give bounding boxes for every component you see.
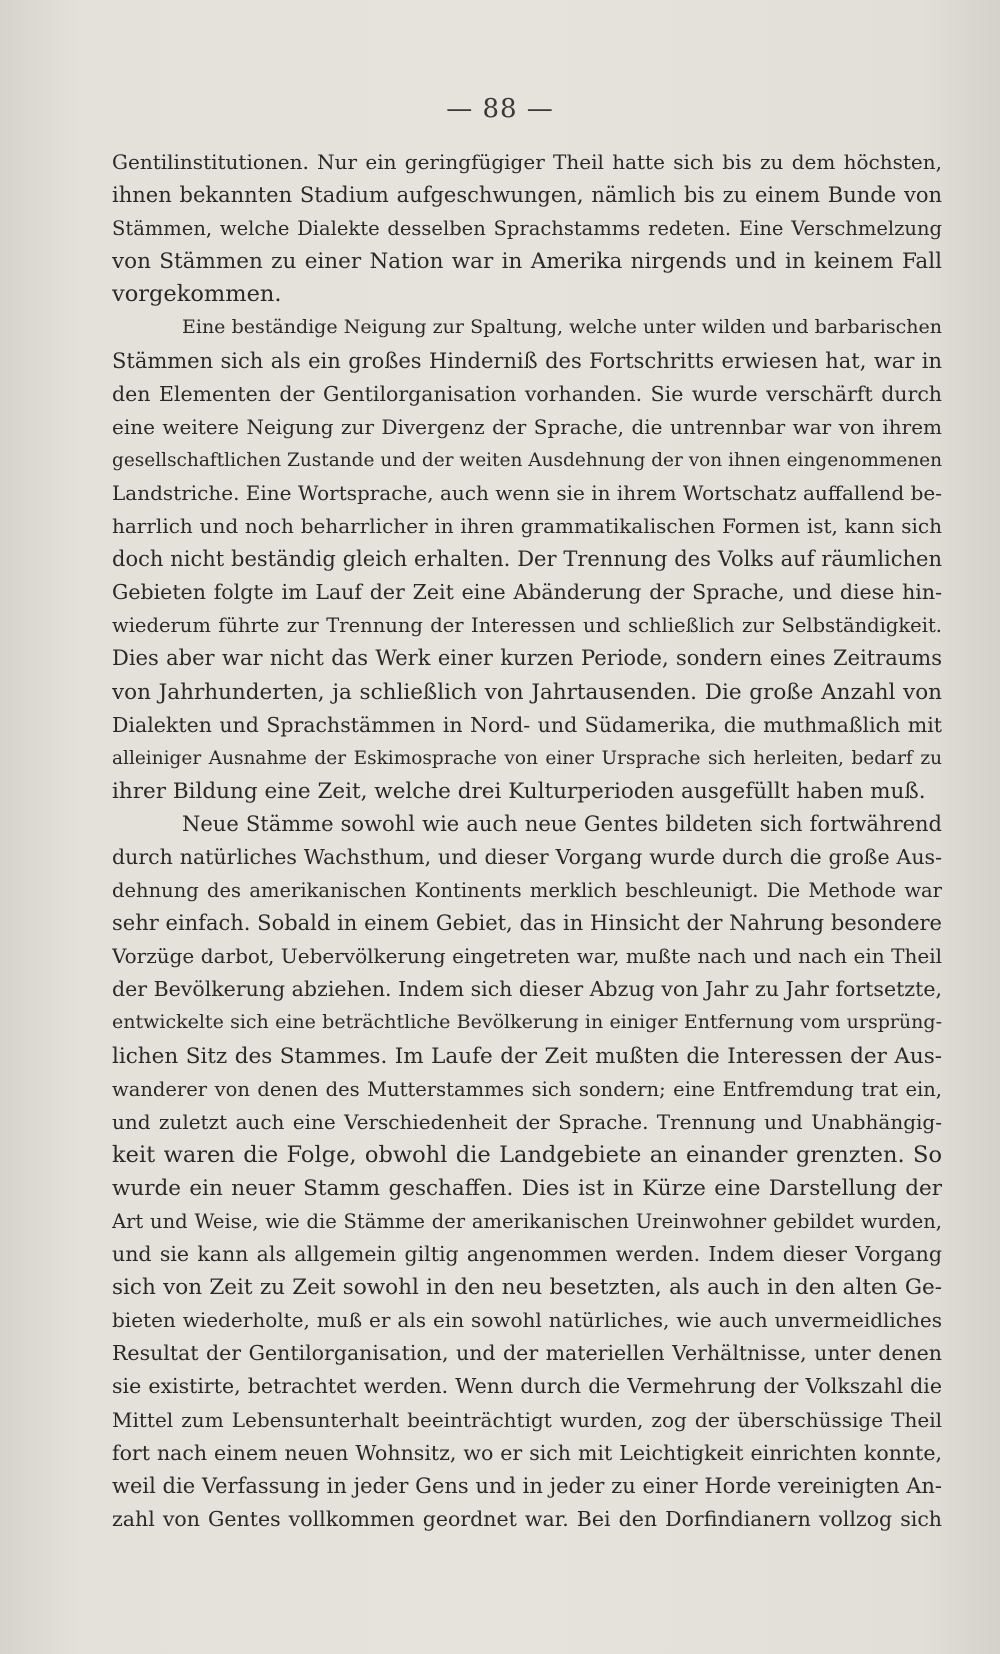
text-line: ihrer Bildung eine Zeit, welche drei Kulturperioden ausgefüllt haben muß. <box>112 778 926 804</box>
text-line: wiederum führte zur Trennung der Interessen und schließlich zur Selbständigkeit. <box>112 614 942 638</box>
text-line: Landstriche. Eine Wortsprache, auch wenn sie in ihrem Wortschatz auffallend be- <box>112 480 942 505</box>
page-number: — 88 — <box>446 94 554 124</box>
text-line: sie existirte, betrachtet werden. Wenn durch die Vermehrung der Volkszahl die <box>112 1374 942 1399</box>
text-line: keit waren die Folge, obwohl die Landgebiete an einander grenzten. So <box>112 1141 942 1168</box>
text-line: eine weitere Neigung zur Divergenz der Sprache, die untrennbar war von ihrem <box>112 414 942 439</box>
text-line: den Elementen der Gentilorganisation vorhanden. Sie wurde verschärft durch <box>112 381 942 406</box>
text-line: wanderer von denen des Mutterstammes sich sondern; eine Entfremdung trat ein, <box>112 1077 942 1101</box>
text-line: dehnung des amerikanischen Kontinents merklich beschleunigt. Die Methode war <box>112 879 942 903</box>
text-line: Dialekten und Sprachstämmen in Nord- und Südamerika, die muthmaßlich mit <box>112 712 942 737</box>
text-line: wurde ein neuer Stamm geschaffen. Dies ist in Kürze eine Darstellung der <box>112 1175 942 1201</box>
text-line: von Jahrhunderten, ja schließlich von Jahrtausenden. Die große Anzahl von <box>112 679 942 705</box>
text-line: durch natürliches Wachsthum, und dieser Vorgang wurde durch die große Aus- <box>112 844 942 869</box>
text-line: Gebieten folgte im Lauf der Zeit eine Abänderung der Sprache, und diese hin- <box>112 580 942 605</box>
text-line: bieten wiederholte, muß er als ein sowohl natürliches, wie auch unvermeidliches <box>112 1308 942 1333</box>
text-line: harrlich und noch beharrlicher in ihren grammatikalischen Formen ist, kann sich <box>112 514 942 539</box>
text-line: und sie kann als allgemein giltig angenommen werden. Indem dieser Vorgang <box>112 1242 942 1267</box>
text-line: lichen Sitz des Stammes. Im Laufe der Zeit mußten die Interessen der Aus- <box>112 1043 942 1069</box>
text-line: Stämmen sich als ein großes Hinderniß des Fortschritts erwiesen hat, war in <box>112 348 942 373</box>
text-line: und zuletzt auch eine Verschiedenheit der Sprache. Trennung und Unabhängig- <box>112 1109 942 1134</box>
text-line: der Bevölkerung abziehen. Indem sich dieser Abzug von Jahr zu Jahr fortsetzte, <box>112 977 942 1002</box>
text-line: weil die Verfassung in jeder Gens und in jeder zu einer Horde vereinigten An- <box>112 1473 942 1498</box>
text-line: entwickelte sich eine beträchtliche Bevölkerung in einiger Entfernung vom ursprüng- <box>112 1011 942 1034</box>
text-line: alleiniger Ausnahme der Eskimosprache von einer Ursprache sich herleiten, bedarf zu <box>112 747 942 769</box>
text-line: fort nach einem neuen Wohnsitz, wo er sich mit Leichtigkeit einrichten konnte, <box>112 1440 942 1465</box>
text-line: Eine beständige Neigung zur Spaltung, welche unter wilden und barbarischen <box>182 316 942 339</box>
text-line: Dies aber war nicht das Werk einer kurzen Periode, sondern eines Zeitraums <box>112 646 942 671</box>
text-line: zahl von Gentes vollkommen geordnet war. Bei den Dorfindianern vollzog sich <box>112 1506 942 1531</box>
body-text <box>112 146 942 1536</box>
text-line: von Stämmen zu einer Nation war in Amerika nirgends und in keinem Fall <box>112 249 942 275</box>
text-line: Vorzüge darbot, Uebervölkerung eingetreten war, mußte nach und nach ein Theil <box>112 944 942 969</box>
text-line: Mittel zum Lebensunterhalt beeinträchtigt wurden, zog der überschüssige Theil <box>112 1407 942 1432</box>
text-line: sehr einfach. Sobald in einem Gebiet, das in Hinsicht der Nahrung besondere <box>112 911 942 936</box>
text-line: doch nicht beständig gleich erhalten. Der Trennung des Volks auf räumlichen <box>112 547 942 572</box>
text-line: sich von Zeit zu Zeit sowohl in den neu besetzten, als auch in den alten Ge- <box>112 1275 942 1301</box>
text-line: Resultat der Gentilorganisation, und der materiellen Verhältnisse, unter denen <box>112 1341 942 1366</box>
text-line: ihnen bekannten Stadium aufgeschwungen, nämlich bis zu einem Bunde von <box>112 183 942 208</box>
text-line: Art und Weise, wie die Stämme der amerikanischen Ureinwohner gebildet wurden, <box>112 1210 942 1233</box>
text-line: Gentilinstitutionen. Nur ein geringfügiger Theil hatte sich bis zu dem höchsten, <box>112 150 942 174</box>
text-line: Stämmen, welche Dialekte desselben Sprachstamms redeten. Eine Verschmelzung <box>112 217 942 241</box>
text-line: Neue Stämme sowohl wie auch neue Gentes bildeten sich fortwährend <box>182 811 942 836</box>
text-line: gesellschaftlichen Zustande und der weiten Ausdehnung der von ihnen eingenommenen <box>112 449 942 471</box>
text-line: vorgekommen. <box>112 281 282 308</box>
